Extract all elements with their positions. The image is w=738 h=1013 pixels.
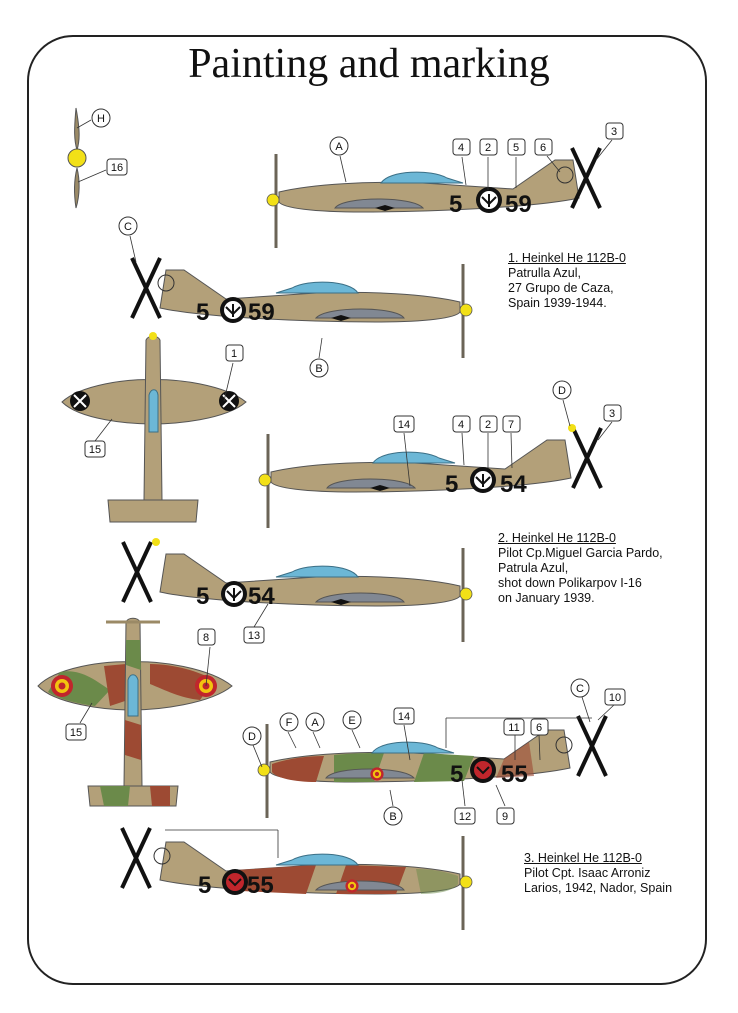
callout-6-1: 6 [539, 142, 547, 154]
aircraft-3-right-profile [122, 828, 472, 930]
callout-D-2: D [248, 731, 256, 743]
aircraft-2-code-right: 54 [500, 471, 527, 498]
callout-4-1: 4 [457, 142, 465, 154]
callout-C-1: C [124, 221, 132, 233]
callout-4-2: 4 [457, 419, 465, 431]
callout-11: 11 [508, 722, 520, 734]
callout-3-1: 3 [610, 126, 618, 138]
callout-A-2: A [311, 717, 319, 729]
callout-15-1: 15 [88, 444, 102, 456]
callout-13: 13 [247, 630, 261, 642]
callout-3-2: 3 [608, 408, 616, 420]
aircraft-1-top-view [62, 332, 246, 522]
callout-7: 7 [507, 419, 515, 431]
page-title: Painting and marking [188, 41, 550, 87]
aircraft-3-code-left-2: 5 [198, 872, 212, 899]
caption-2-line-3: shot down Polikarpov I-16 [498, 576, 642, 590]
callout-A-1: A [335, 141, 343, 153]
caption-2-line-1: Pilot Cp.Miguel Garcia Pardo, [498, 546, 663, 560]
callout-15-2: 15 [69, 727, 83, 739]
aircraft-1-left-profile [267, 148, 600, 248]
callout-8: 8 [202, 632, 210, 644]
callout-9: 9 [501, 811, 509, 823]
caption-1-line-2: 27 Grupo de Caza, [508, 281, 614, 295]
callout-14-1: 14 [397, 419, 411, 431]
caption-aircraft-2 [498, 531, 663, 606]
aircraft-3-code-right: 55 [501, 761, 528, 788]
aircraft-3-top-view [38, 618, 232, 806]
aircraft-2-right-profile [123, 538, 472, 642]
callout-B-2: B [389, 811, 397, 823]
caption-3-line-2: Larios, 1942, Nador, Spain [524, 881, 673, 895]
callout-6-2: 6 [535, 722, 543, 734]
aircraft-3-code-right-2: 55 [247, 872, 274, 899]
caption-aircraft-1 [508, 251, 626, 311]
aircraft-1-code-left-2: 5 [196, 299, 210, 326]
callout-10: 10 [608, 692, 622, 704]
callout-E: E [348, 715, 356, 727]
callout-12: 12 [458, 811, 472, 823]
callout-C-2: C [576, 683, 584, 695]
caption-2-heading: 2. Heinkel He 112B-0 [498, 531, 616, 545]
aircraft-1-code-right: 59 [505, 191, 532, 218]
callout-16: 16 [110, 162, 124, 174]
aircraft-1-right-profile [132, 258, 472, 358]
caption-2-line-4: on January 1939. [498, 591, 595, 605]
aircraft-2-left-profile [259, 424, 601, 528]
caption-3-heading: 3. Heinkel He 112B-0 [524, 851, 642, 865]
aircraft-3-left-profile [258, 716, 606, 818]
callout-F: F [285, 717, 293, 729]
caption-aircraft-3 [524, 851, 672, 896]
callout-2-1: 2 [484, 142, 492, 154]
callout-14-2: 14 [397, 711, 411, 723]
callout-2-2: 2 [484, 419, 492, 431]
callout-D-1: D [558, 385, 566, 397]
aircraft-1-code-right-2: 59 [248, 299, 275, 326]
caption-1-heading: 1. Heinkel He 112B-0 [508, 251, 626, 265]
aircraft-2-code-left: 5 [445, 471, 459, 498]
callout-1: 1 [230, 348, 238, 360]
aircraft-3-code-left: 5 [450, 761, 464, 788]
caption-1-line-1: Patrulla Azul, [508, 266, 581, 280]
caption-2-line-2: Patrula Azul, [498, 561, 569, 575]
callout-5: 5 [512, 142, 520, 154]
callout-H: H [97, 113, 105, 125]
caption-3-line-1: Pilot Cpt. Isaac Arroniz [524, 866, 651, 880]
caption-1-line-3: Spain 1939-1944. [508, 296, 607, 310]
aircraft-2-code-right-2: 54 [248, 583, 275, 610]
callout-B-1: B [315, 363, 323, 375]
aircraft-1-code-left: 5 [449, 191, 463, 218]
aircraft-2-code-left-2: 5 [196, 583, 210, 610]
